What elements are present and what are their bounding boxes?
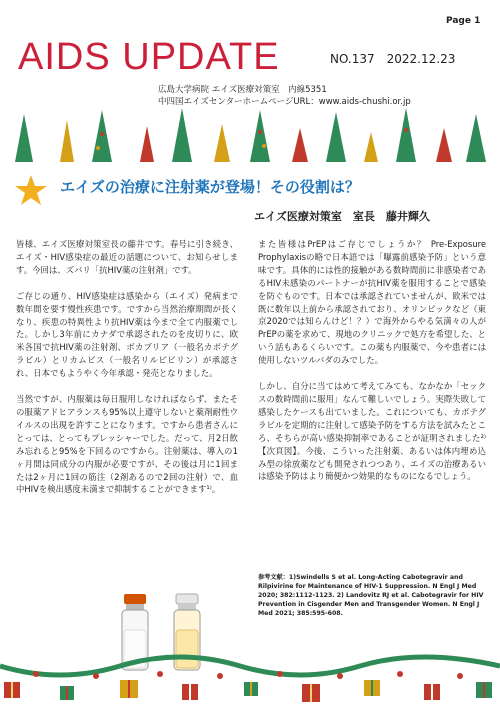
references: 参考文献：1)Swindells S et al. Long-Acting Cabotegravir and Rilpivirine for Maintenance of HIV-1 Suppression. N Engl J Med 2020; 382:1112-1123. 2) Landovitz RJ et al. Cabotegravir for HIV Prevention in Cisgender Men and Transgender Women. N Engl J Med 2021; 385:595-608.: [258, 574, 484, 617]
paragraph: ご存じの通り、HIV感染症は感染から（エイズ）発病まで数年間を要す慢性疾患です。ですから当然治療期間が長くなり、疾患の特異性より抗HIV薬は今まで全て内服薬でした。しかし3年前にカナダで承認されたのを皮切りに、欧米各国で抗HIV薬の注射剤、ボカブリア（一般名カボテグラビル）とリカムビス（一般名リルピビリン）が承認され、日本でもようやく今年承認・発売となりました。: [16, 290, 238, 379]
article-column-left: [16, 238, 238, 509]
page-number: Page 1: [446, 16, 481, 26]
article-column-right: [258, 238, 486, 496]
paragraph: 当然ですが、内服薬は毎日服用しなければならず、またその服薬アドヒアランスも95%以上遵守しないと薬剤耐性ウイルスの出現を許すことになります。ですから患者さんにとっては、とってもプレッシャーでした。だって、月2日飲み忘れると95%を下回るのですから。注射薬は、導入の1ヶ月間は同成分の内服が必要ですが、その後は月に1回または2ヶ月に1回の筋注（2剤あるので2回の注射）で、血中HIVを検出感度未満まで抑制することができます¹⁾。: [16, 394, 238, 495]
org-line-1: 広島大学病院 エイズ医療対策室 内線5351: [158, 85, 327, 95]
article-headline: エイズの治療に注射薬が登場！その役割は？: [60, 178, 360, 196]
paragraph: しかし、自分に当てはめて考えてみても、なかなか「セックスの数時間前に服用」なんて難しいでしょう。実際失敗して感染したケースも出ていました。これについても、カボテグラビルを定期的に注射して感染予防をする方法を試みたところ、そちらが高い感染抑制率であることが証明されました²⁾【次頁図】。今後、こういった注射薬、あるいは体内埋め込み型の徐放薬なども開発されつつあり、エイズの治療あるいは感染予防はより簡便かつ効果的なものになるでしょう。: [258, 381, 486, 482]
christmas-tree-row: [0, 104, 500, 164]
headline-banner: [10, 170, 490, 206]
tree-icons: [15, 108, 486, 162]
org-line-2: 中四国エイズセンターホームページURL：www.aids-chushi.or.jp: [158, 97, 411, 107]
gift-icons: [4, 680, 492, 702]
holiday-garland-decoration: [0, 654, 500, 710]
star-icon: [14, 174, 48, 208]
article-byline: エイズ医療対策室 室長 藤井輝久: [254, 210, 430, 223]
paragraph: また皆様はPrEPはご存じでしょうか？ Pre-Exposure Prophylaxisの略で日本語では「曝露前感染予防」という意味です。具体的には性的接触がある数時間前に非感染者であるHIV未感染のパートナーが抗HIV薬を服用することで感染を防ぐものです。日本では承認されていませんが、欧米では既に数年以上前から承認されており、オリンピックなど（東京2020では知らんけど！？）で海外からやる気満々の人がPrEPの薬を求めて、現地のクリニックで処方を希望した、という話もあるくらいです。この薬も内服薬で、今や患者には使用しないツルバダのみでした。: [258, 239, 486, 366]
paragraph: 皆様、エイズ医療対策室長の藤井です。春号に引き続き、エイズ・HIV感染症の最近の話題について、お知らせします。今回は、ズバリ「抗HIV薬の注射剤」です。: [16, 239, 238, 275]
issue-number-date: NO.137 2022.12.23: [330, 52, 456, 66]
newsletter-title: AIDS UPDATE: [18, 36, 280, 78]
